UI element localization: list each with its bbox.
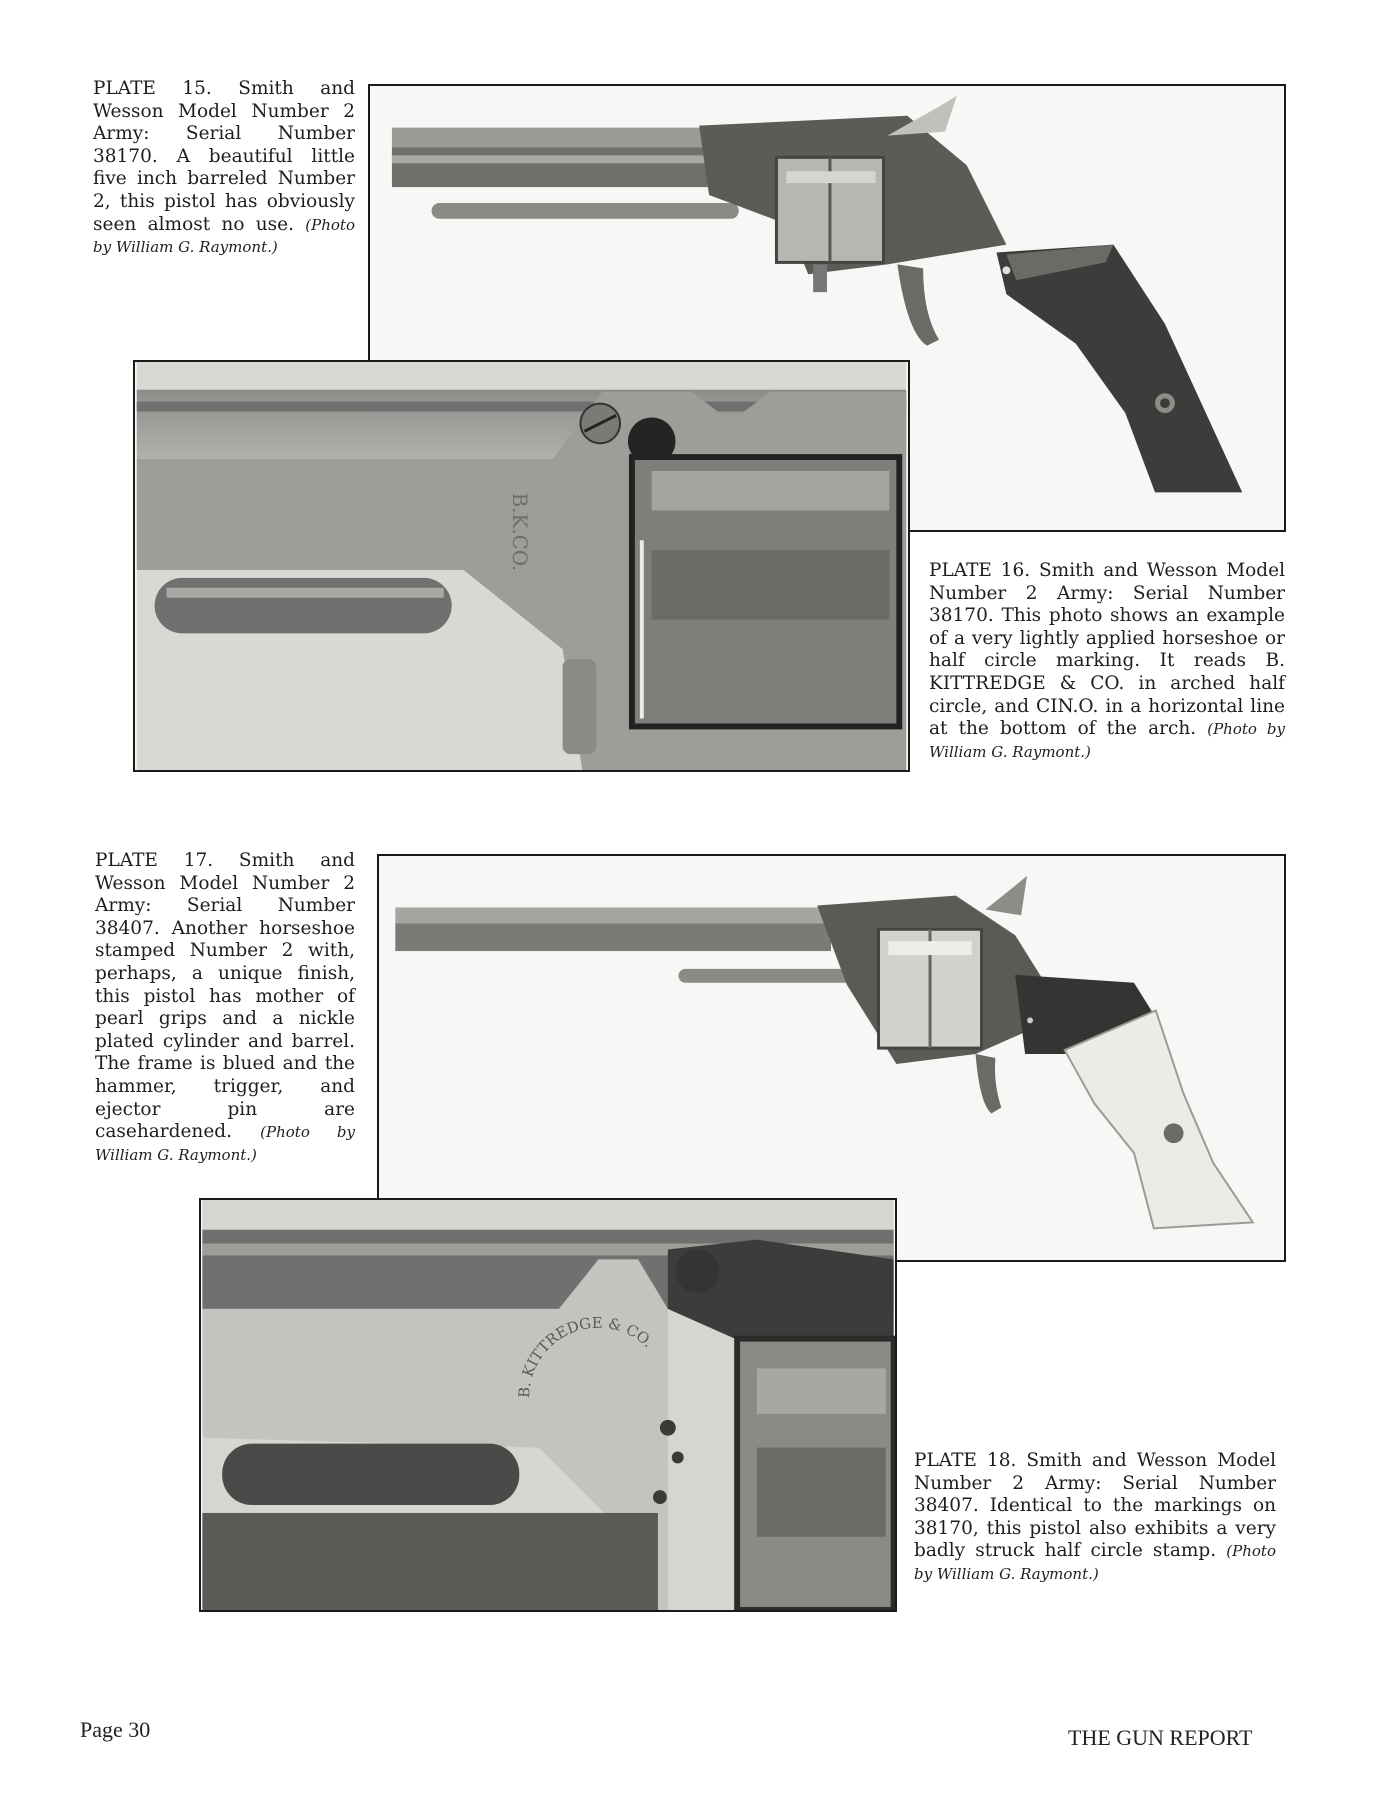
page-number: Page 30 <box>80 1717 151 1742</box>
plate-15-credit: (Photo by William G. Raymont.) <box>93 215 355 257</box>
plate-17-caption <box>95 850 355 1166</box>
plate-18-credit: (Photo by William G. Raymont.) <box>914 1542 1276 1583</box>
plate-18-caption <box>914 1450 1276 1586</box>
publication-name: THE GUN REPORT <box>1068 1725 1253 1750</box>
plate-15-caption <box>93 78 355 259</box>
svg-text:B.K.CO.: B.K.CO. <box>508 492 532 572</box>
plate-16-credit: (Photo by William G. Raymont.) <box>929 720 1285 761</box>
plate-18-photo <box>199 1198 897 1612</box>
plate-16-caption <box>929 560 1285 763</box>
plate-16-photo <box>133 360 910 772</box>
plate-17-text: PLATE 17. Smith and Wesson Model Number 2 Army: Serial Number 38407. Another horseshoe stamped Number 2 with, perhaps, a unique finish, this pistol has mother of pearl grips and a nickle plated cylinder and barrel. The frame is blued and the hammer, trigger, and ejector pin are casehardened. <box>95 850 355 1143</box>
plate-18-text: PLATE 18. Smith and Wesson Model Number 2 Army: Serial Number 38407. Identical to the markings on 38170, this pistol also exhibits a very badly struck half circle stamp. <box>914 1450 1276 1562</box>
plate-16-text: PLATE 16. Smith and Wesson Model Number 2 Army: Serial Number 38170. This photo shows an example of a very lightly applied horseshoe or half circle marking. It reads B. KITTREDGE & CO. in arched half circle, and CIN.O. in a horizontal line at the bottom of the arch. <box>929 560 1285 740</box>
plate-17-credit: (Photo by William G. Raymont.) <box>95 1123 355 1164</box>
stamp-mark: B. KITTREDGE & CO. <box>514 1313 658 1399</box>
plate-15-text: PLATE 15. Smith and Wesson Model Number 2 Army: Serial Number 38170. A beautiful little five inch barreled Number 2, this pistol has obviously seen almost no use. <box>93 78 355 235</box>
frame-closeup-image <box>135 362 908 770</box>
stamp-closeup-image <box>201 1200 895 1610</box>
